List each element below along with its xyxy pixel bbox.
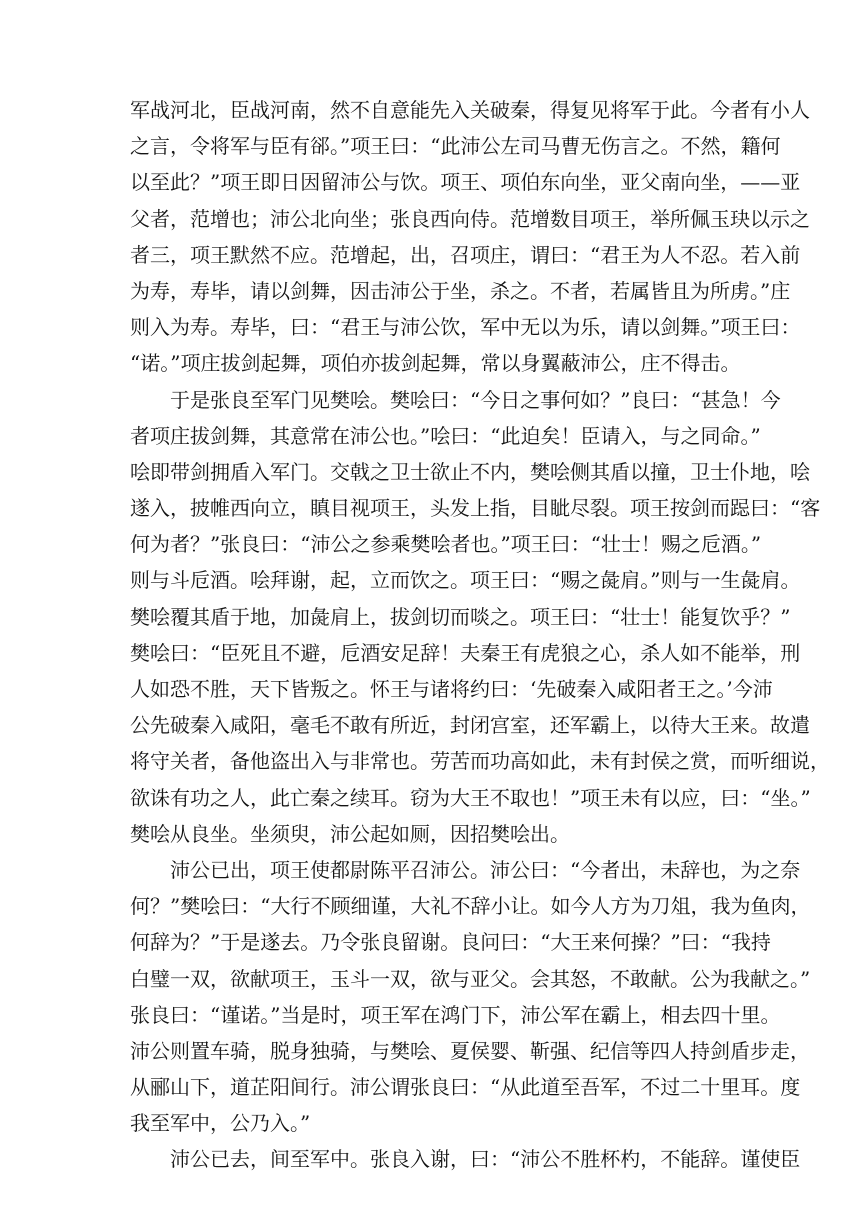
- text-line: 将守关者，备他盗出入与非常也。劳苦而功高如此，未有封侯之赏，而听细说，: [130, 749, 830, 774]
- text-line: 则与斗卮酒。哙拜谢，起，立而饮之。项王曰：“赐之彘肩。”则与一生彘肩。: [130, 568, 801, 593]
- text-line: 人如恐不胜，天下皆叛之。怀王与诸将约曰：‘先破秦入咸阳者王之。’今沛: [130, 677, 773, 701]
- text-line: 者项庄拔剑舞，其意常在沛公也。”哙曰：“此迫矣！臣请入，与之同命。”: [130, 423, 761, 448]
- text-line: 哙即带剑拥盾入军门。交戟之卫士欲止不内，樊哙侧其盾以撞，卫士仆地，哙: [130, 459, 810, 484]
- text-line: 我至军中，公乃入。”: [130, 1111, 311, 1136]
- text-line: 为寿，寿毕，请以剑舞，因击沛公于坐，杀之。不者，若属皆且为所虏。”庄: [130, 278, 791, 303]
- text-line: 父者，范增也；沛公北向坐；张良西向侍。范增数目项王，举所佩玉玦以示之: [130, 206, 810, 231]
- text-line: 之言，令将军与臣有郤。”项王曰：“此沛公左司马曹无伤言之。不然，籍何: [130, 134, 781, 159]
- text-line: 军战河北，臣战河南，然不自意能先入关破秦，得复见将军于此。今者有小人: [130, 98, 810, 122]
- text-line: 公先破秦入咸阳，毫毛不敢有所近，封闭宫室，还军霸上，以待大王来。故遣: [130, 713, 810, 738]
- text-line: 何？”樊哙曰：“大行不顾细谨，大礼不辞小让。如今人方为刀俎，我为鱼肉，: [130, 894, 811, 919]
- text-line: 何辞为？”于是遂去。乃令张良留谢。良问曰：“大王来何操？”曰：“我持: [130, 930, 771, 955]
- text-line: 者三，项王默然不应。范增起，出，召项庄，谓曰：“君王为人不忍。若入前: [130, 242, 801, 267]
- paragraph-first-line: 沛公已出，项王使都尉陈平召沛公。沛公曰：“今者出，未辞也，为之奈: [170, 857, 801, 882]
- paragraph-first-line: 沛公已去，间至军中。张良入谢，曰：“沛公不胜杯杓，不能辞。谨使臣: [170, 1147, 801, 1172]
- text-line: 樊哙从良坐。坐须臾，沛公起如厕，因招樊哙出。: [130, 821, 570, 846]
- body-text: [130, 92, 830, 1178]
- text-line: 则入为寿。寿毕，曰：“君王与沛公饮，军中无以为乐，请以剑舞。”项王曰：: [130, 315, 801, 340]
- text-line: 从郦山下，道芷阳间行。沛公谓张良曰：“从此道至吾军，不过二十里耳。度: [130, 1075, 801, 1100]
- text-line: 欲诛有功之人，此亡秦之续耳。窃为大王不取也！”项王未有以应，曰：“坐。”: [130, 785, 811, 810]
- text-line: 沛公则置车骑，脱身独骑，与樊哙、夏侯婴、靳强、纪信等四人持剑盾步走，: [130, 1038, 810, 1063]
- text-line: 以至此？”项王即日因留沛公与饮。项王、项伯东向坐，亚父南向坐，——亚: [130, 170, 801, 195]
- text-line: 何为者？”张良曰：“沛公之参乘樊哙者也。”项王曰：“壮士！赐之卮酒。”: [130, 532, 762, 557]
- text-line: 张良曰：“谨诺。”当是时，项王军在鸿门下，沛公军在霸上，相去四十里。: [130, 1002, 781, 1027]
- text-line: 樊哙曰：“臣死且不避，卮酒安足辞！夫秦王有虎狼之心，杀人如不能举，刑: [130, 640, 801, 665]
- text-line: “诺。”项庄拔剑起舞，项伯亦拔剑起舞，常以身翼蔽沛公，庄不得击。: [130, 351, 741, 376]
- paragraph-first-line: 于是张良至军门见樊哙。樊哙曰：“今日之事何如？”良曰：“甚急！今: [170, 387, 781, 412]
- text-line: 遂入，披帷西向立，瞋目视项王，头发上指，目眦尽裂。项王按剑而跽曰：“客: [130, 496, 821, 521]
- text-line: 白璧一双，欲献项王，玉斗一双，欲与亚父。会其怒，不敢献。公为我献之。”: [130, 966, 811, 991]
- text-line: 樊哙覆其盾于地，加彘肩上，拔剑切而啖之。项王曰：“壮士！能复饮乎？”: [130, 604, 791, 629]
